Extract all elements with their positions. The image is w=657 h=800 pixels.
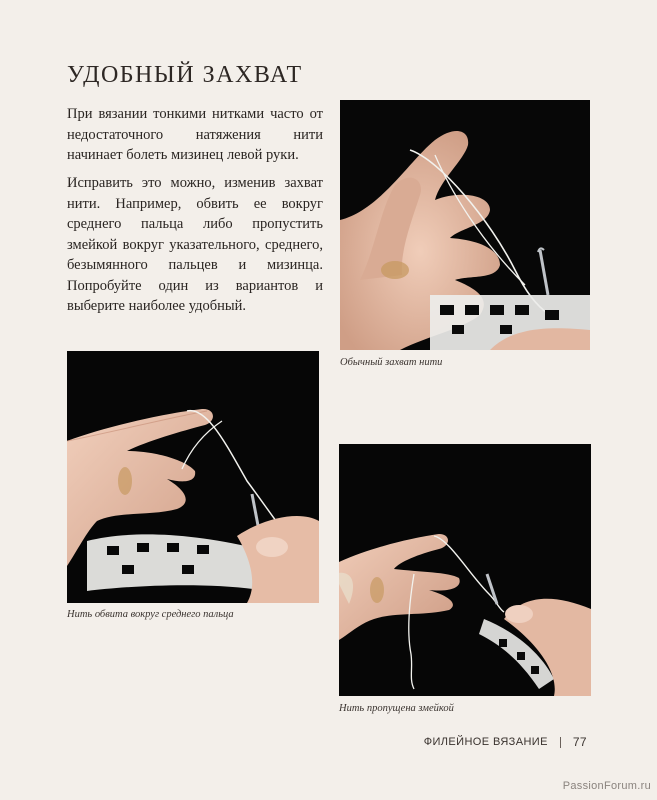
photo-caption-snake: Нить пропущена змейкой	[339, 703, 454, 714]
photo-caption-ordinary: Обычный захват нити	[340, 357, 443, 368]
footer-section-title: ФИЛЕЙНОЕ ВЯЗАНИЕ	[423, 736, 548, 748]
page-footer	[424, 735, 587, 749]
watermark: PassionForum.ru	[562, 780, 651, 792]
page-title: УДОБНЫЙ ЗАХВАТ	[67, 62, 303, 88]
intro-paragraph: При вязании тонкими нитками часто от недостаточного натяжения нити начинает болеть мизинец левой руки.	[67, 106, 323, 163]
page-number: 77	[572, 735, 587, 749]
photo-caption-middle-finger: Нить обвита вокруг среднего пальца	[67, 609, 234, 620]
advice-paragraph: Исправить это можно, изменив захват нити. Например, обвить ее вокруг среднего пальца либо пропустить змейкой вокруг указательного, среднего, безымянного пальцев и мизинца. Попробуйте один из вариантов и выберите наиболее удобный.	[67, 175, 323, 314]
photo-ordinary-grip	[340, 100, 590, 350]
footer-divider	[560, 737, 561, 748]
photo-snake-threading	[339, 444, 591, 696]
photo-middle-finger-wrap	[67, 351, 319, 603]
